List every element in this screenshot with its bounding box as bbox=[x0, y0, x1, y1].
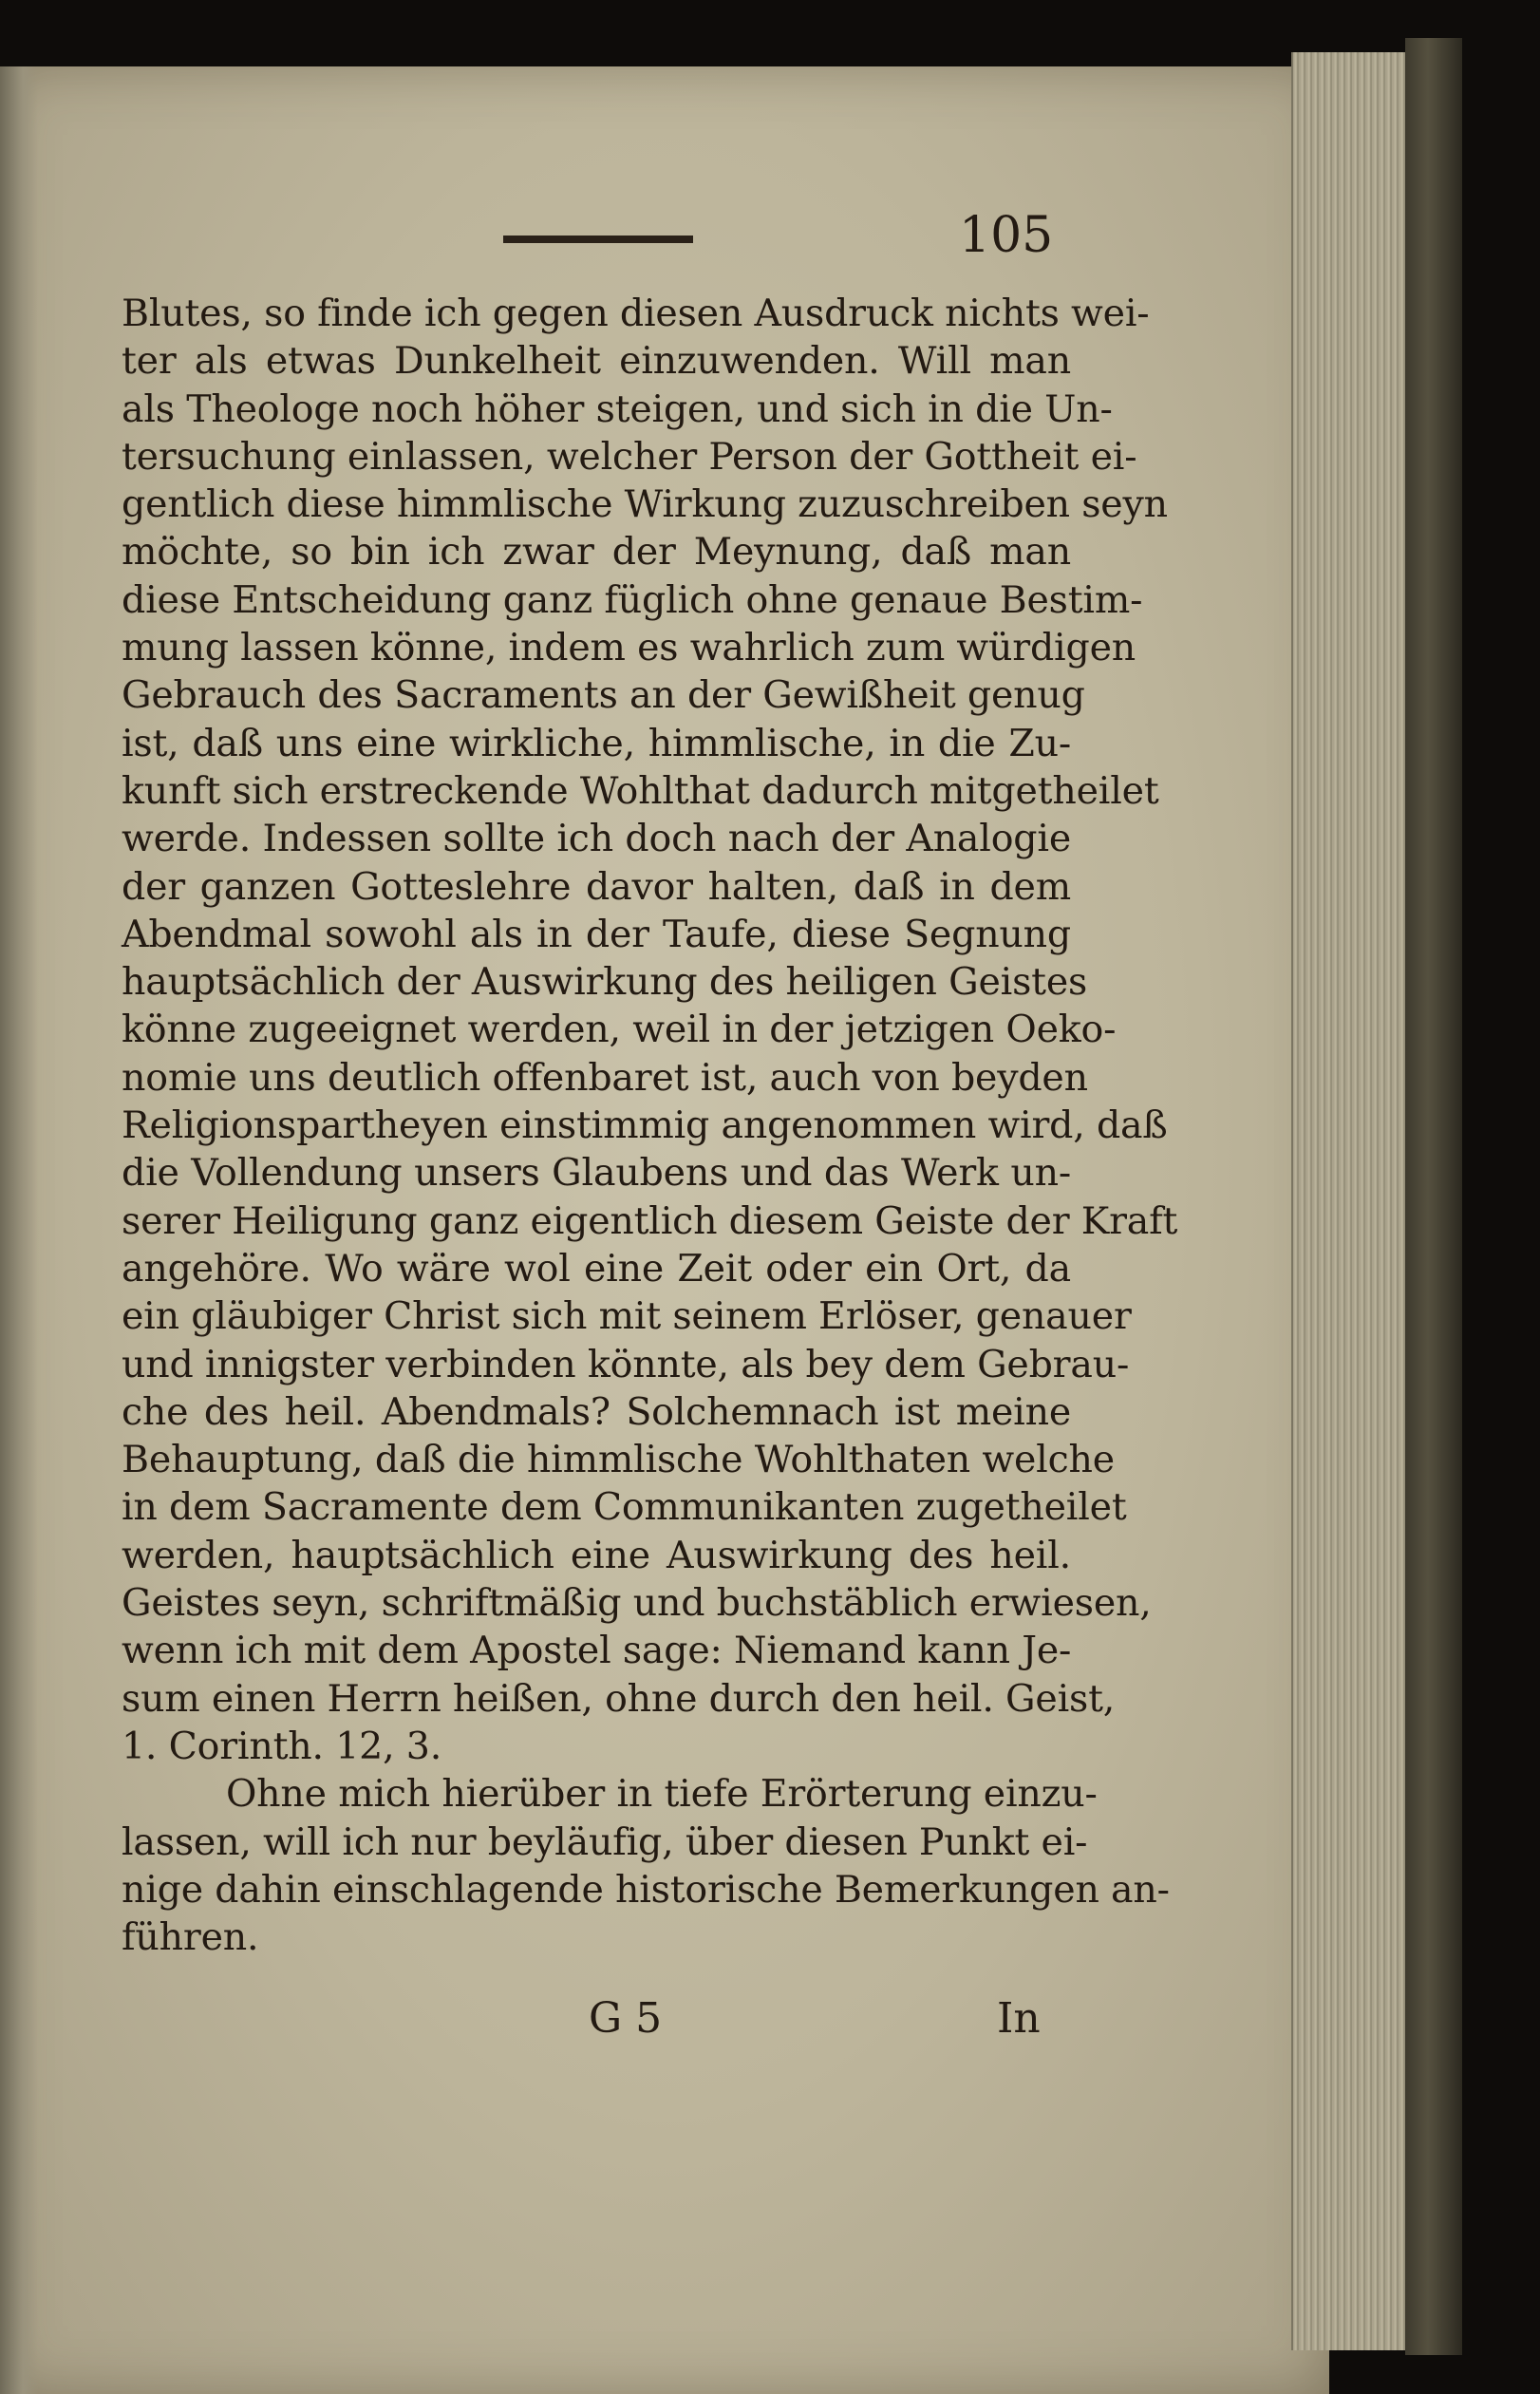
text-line: könne zugeeignet werden, weil in der jetzigen Oeko- bbox=[122, 1008, 1117, 1052]
text-line: Gebrauch des Sacraments an der Gewißheit genug bbox=[122, 673, 1085, 718]
text-line: che des heil. Abendmals? Solchemnach ist meine bbox=[122, 1389, 1071, 1434]
text-line: 1. Corinth. 12, 3. bbox=[122, 1724, 442, 1768]
text-line: möchte, so bin ich zwar der Meynung, daß man bbox=[122, 530, 1071, 575]
text-line: Geistes seyn, schriftmäßig und buchstäblich erwiesen, bbox=[122, 1581, 1152, 1626]
catchword: In bbox=[997, 1994, 1041, 2043]
text-line: werden, hauptsächlich eine Auswirkung des heil. bbox=[122, 1533, 1071, 1577]
text-line: tersuchung einlassen, welcher Person der Gottheit ei- bbox=[122, 434, 1137, 479]
text-line: sum einen Herrn heißen, ohne durch den heil. Geist, bbox=[122, 1676, 1116, 1721]
header-rule bbox=[503, 236, 693, 243]
body-text bbox=[122, 290, 1178, 1961]
page-number: 105 bbox=[959, 207, 1054, 264]
text-line: ist, daß uns eine wirkliche, himmlische, in die Zu- bbox=[122, 721, 1071, 765]
signature-mark: G 5 bbox=[589, 1994, 663, 2043]
text-line: Ohne mich hierüber in tiefe Erörterung einzu- bbox=[226, 1772, 1098, 1817]
text-line: angehöre. Wo wäre wol eine Zeit oder ein Ort, da bbox=[122, 1246, 1071, 1291]
text-line: diese Entscheidung ganz füglich ohne genaue Bestim- bbox=[122, 577, 1143, 622]
text-line: führen. bbox=[122, 1915, 259, 1960]
text-line: die Vollendung unsers Glaubens und das Werk un- bbox=[122, 1151, 1071, 1196]
text-line: als Theologe noch höher steigen, und sich in die Un- bbox=[122, 386, 1113, 431]
text-line: in dem Sacramente dem Communikanten zugetheilet bbox=[122, 1485, 1127, 1530]
text-line: Abendmal sowohl als in der Taufe, diese Segnung bbox=[122, 912, 1071, 956]
text-line: Religionspartheyen einstimmig angenommen wird, daß bbox=[122, 1103, 1168, 1148]
text-line: Blutes, so finde ich gegen diesen Ausdruck nichts wei- bbox=[122, 292, 1150, 335]
text-line: lassen, will ich nur beyläufig, über diesen Punkt ei- bbox=[122, 1819, 1088, 1864]
text-line: werde. Indessen sollte ich doch nach der Analogie bbox=[122, 817, 1071, 861]
text-line: ter als etwas Dunkelheit einzuwenden. Will man bbox=[122, 339, 1071, 384]
text-line: und innigster verbinden könnte, als bey dem Gebrau- bbox=[122, 1342, 1130, 1386]
text-line: nomie uns deutlich offenbaret ist, auch von beyden bbox=[122, 1055, 1088, 1100]
text-line: mung lassen könne, indem es wahrlich zum würdigen bbox=[122, 626, 1136, 670]
text-line: hauptsächlich der Auswirkung des heiligen Geistes bbox=[122, 960, 1088, 1005]
text-line: ein gläubiger Christ sich mit seinem Erlöser, genauer bbox=[122, 1294, 1132, 1339]
text-line: der ganzen Gotteslehre davor halten, daß in dem bbox=[122, 864, 1071, 909]
text-line: Behauptung, daß die himmlische Wohlthaten welche bbox=[122, 1438, 1115, 1482]
book-cover-edge bbox=[1405, 38, 1462, 2355]
text-line: serer Heiligung ganz eigentlich diesem Geiste der Kraft bbox=[122, 1198, 1178, 1243]
text-line: gentlich diese himmlische Wirkung zuzuschreiben seyn bbox=[122, 482, 1168, 527]
page-gutter bbox=[0, 66, 38, 2394]
text-line: kunft sich erstreckende Wohlthat dadurch mitgetheilet bbox=[122, 768, 1159, 813]
text-line: wenn ich mit dem Apostel sage: Niemand kann Je- bbox=[122, 1629, 1072, 1673]
text-line: nige dahin einschlagende historische Bemerkungen an- bbox=[122, 1867, 1170, 1912]
